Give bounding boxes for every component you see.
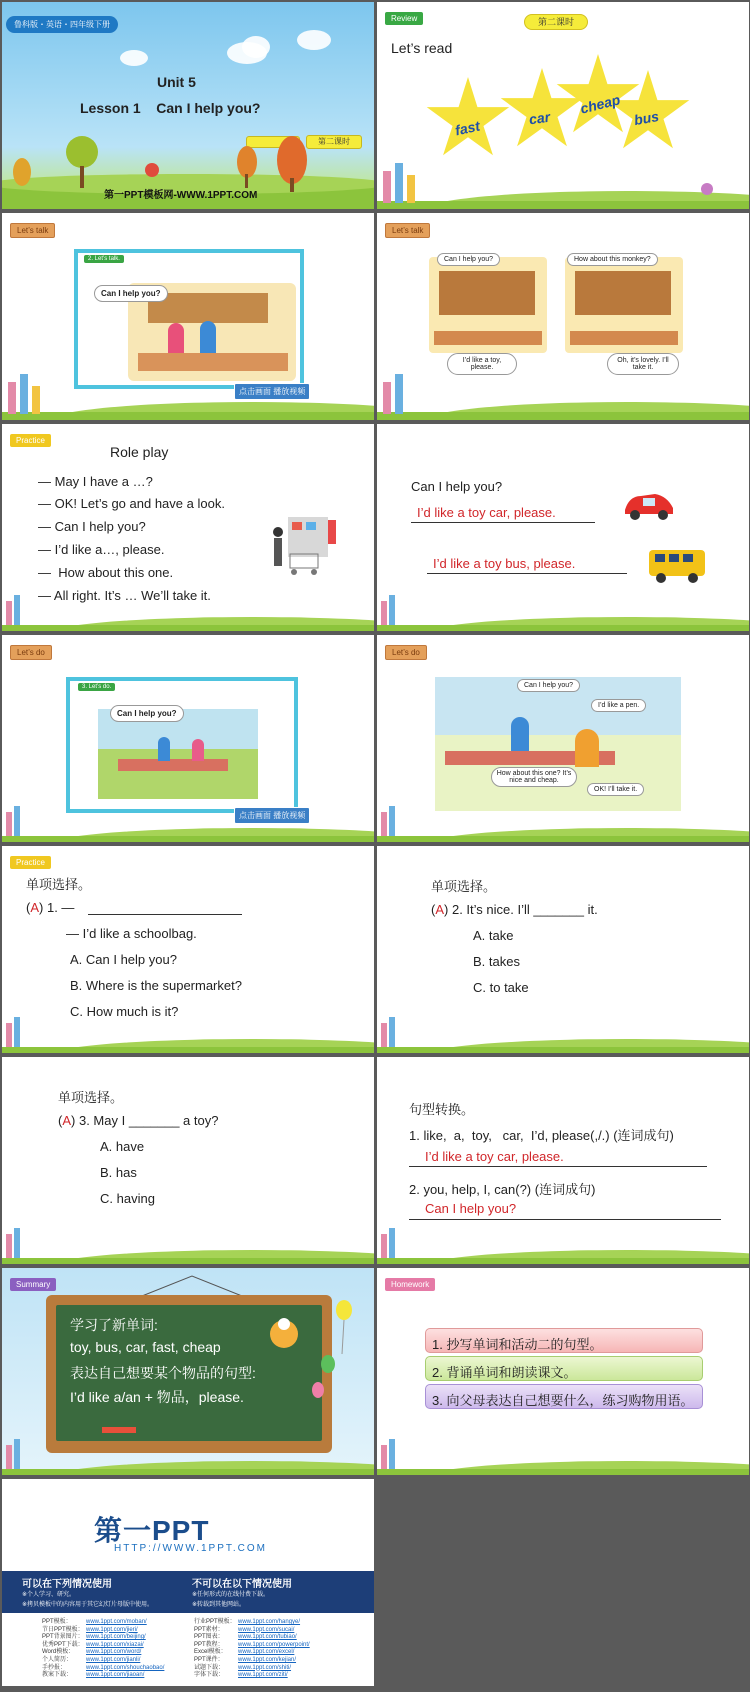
answer-text: I’d like a toy car, please. [417,505,556,520]
question-text: 2. you, help, I, can(?) (连词成句) [409,1182,596,1197]
question-text: Can I help you? [411,479,503,494]
speech-bubble: OK! I’ll take it. [587,783,644,796]
slide-lets-do-comic[interactable] [377,635,749,842]
period-badge: 第二课时 [306,135,362,149]
cloud [297,30,331,50]
scenery-ground [377,782,749,842]
homework-item: 3. 向父母表达自己想要什么，练习购物用语。 [425,1384,703,1409]
answer-letter: A [62,1113,72,1128]
homework-item: 2. 背诵单词和朗读课文。 [425,1356,703,1381]
slide-tag: Let’s talk [385,223,430,238]
slide-tag: Let’s do [10,645,52,660]
resource-link-row [42,1649,164,1657]
speech-bubble: How about this one? It’s nice and cheap. [491,767,577,787]
scenery-ground [2,1415,374,1475]
resource-link-row [42,1672,164,1680]
series-badge: 鲁科版・英语・四年级下册 [6,16,118,33]
play-video-button[interactable]: 点击画面 播放视频 [234,807,310,824]
question-text: 1. like, a, toy, car, I’d, please(,/.) (连词成句) [409,1128,674,1143]
answer-underline [411,522,595,523]
cannot-use-title: 不可以在以下情况使用 [192,1579,292,1590]
speech-bubble: I’d like a pen. [591,699,646,712]
option-text: C. to take [473,980,529,995]
resource-link-label: 教案下载： [42,1672,73,1679]
answer-text: I’d like a toy bus, please. [433,556,576,571]
dialogue-line: — May I have a …? [38,474,153,489]
slide-heading: 单项选择。 [431,879,497,894]
slide-sentences[interactable] [377,424,749,631]
scenery-ground [2,360,374,420]
option-text: A. Can I help you? [70,952,177,967]
slide-tag: Let’s talk [10,223,55,238]
resource-link[interactable]: www.1ppt.com/hangye/ [238,1619,301,1625]
slide-lets-talk-comic[interactable] [377,213,749,420]
resource-link-row [42,1619,164,1627]
period-badge: 第二课时 [524,14,588,30]
homework-item: 1. 抄写单词和活动二的句型。 [425,1328,703,1353]
dialogue-line: — I’d like a…, please. [38,542,165,557]
speech-bubble: Can I help you? [437,253,500,266]
play-video-button[interactable]: 点击画面 播放视频 [234,383,310,400]
scenery-ground [377,1204,749,1264]
resource-link[interactable]: www.1ppt.com/beijing/ [86,1634,146,1641]
reply-text: — I’d like a schoolbag. [66,926,197,941]
option-text: A. have [100,1139,145,1154]
slide-homework[interactable] [377,1268,749,1475]
question-stem: 1. — [46,900,75,915]
star-word: fast [453,117,482,139]
scenery-ground [2,571,374,631]
speech-bubble: Can I help you? [94,285,168,302]
dialogue-line: — Can I help you? [38,519,146,534]
summary-line: I’d like a/an + 物品，please. [70,1389,244,1405]
answer-text: Can I help you? [425,1201,517,1216]
question-line: (A) 2. It’s nice. I’ll _______ it. [431,902,598,917]
comic-panel-2 [565,257,683,353]
dialogue-line: — How about this one. [38,565,174,580]
resource-link-row [194,1649,310,1657]
slide-tag: Review [385,12,423,25]
question-line: (A) 1. — [26,900,75,915]
slide-review[interactable] [377,2,749,209]
answer-underline [409,1166,707,1167]
scenery-ground [2,1204,374,1264]
links-right-column [194,1619,310,1680]
scenery-ground [2,993,374,1053]
option-text: B. Where is the supermarket? [70,978,242,993]
resource-link-row [42,1657,164,1665]
resource-link[interactable]: www.1ppt.com/ziti/ [238,1672,288,1679]
resource-link-row [194,1619,310,1627]
cloud [120,50,148,66]
unit-title: Unit 5 [157,74,196,90]
watermark: 第一PPT模板网-WWW.1PPT.COM [104,190,258,201]
lesson-title: Lesson 1 Can I help you? [80,100,261,116]
resource-link[interactable]: www.1ppt.com/powerpoint/ [238,1641,310,1648]
can-use-item: ※个人学习、研究。 [22,1592,76,1598]
option-text: B. has [100,1165,137,1180]
resource-link[interactable]: www.1ppt.com/jianli/ [86,1656,141,1663]
resource-link[interactable]: www.1ppt.com/jieri/ [86,1626,138,1633]
resource-link-row [42,1634,164,1642]
star-word: cheap [578,91,622,117]
slide-heading: Role play [110,444,169,460]
slide-summary[interactable] [2,1268,374,1475]
resource-link-label: 行业PPT模板： [194,1619,236,1625]
slide-heading: 单项选择。 [26,877,92,892]
option-text: B. takes [473,954,520,969]
scenery-ground [377,360,749,420]
resource-link-label: PPT背景图片： [42,1634,84,1641]
resource-link-label: 字体下载： [194,1672,225,1679]
speech-bubble: How about this monkey? [567,253,658,266]
answer-text: I’d like a toy car, please. [425,1149,564,1164]
summary-line: 学习了新单词: [70,1317,158,1333]
option-text: A. take [473,928,514,943]
resource-link-label: 节日PPT模板： [42,1626,84,1633]
slide-tag: Practice [10,434,51,447]
speech-bubble: Can I help you? [517,679,580,692]
resource-link[interactable]: www.1ppt.com/excel/ [238,1649,295,1656]
summary-line: toy, bus, car, fast, cheap [70,1339,221,1355]
slide-heading: 句型转换。 [409,1102,475,1117]
dialogue-line: — All right. It’s … We’ll take it. [38,588,211,603]
brand-logo: 第一PPT [94,1515,210,1546]
resource-link-label: Word模板： [42,1649,75,1656]
toy-car-picture [621,486,677,522]
resource-link-label: PPT模板： [42,1619,72,1625]
slide-title[interactable] [2,2,374,209]
links-left-column [42,1619,164,1680]
speech-bubble: Oh, it’s lovely. I’ll take it. [607,353,679,375]
scenery-ground [377,149,749,209]
slide-footer-info[interactable] [2,1479,374,1686]
usage-band [2,1571,374,1613]
blank-line [88,914,242,915]
resource-link-label: Excel模板： [194,1649,227,1656]
answer-letter: A [30,900,40,915]
slide-choice-2[interactable] [377,846,749,1053]
resource-link-row [194,1657,310,1665]
question-stem: 2. It’s nice. I’ll _______ it. [451,902,598,917]
cannot-use-item: ※任何形式的在线付费下载。 [192,1592,270,1598]
slide-choice-3[interactable] [2,1057,374,1264]
resource-link[interactable]: www.1ppt.com/shouchaobao/ [86,1664,165,1671]
slide-tag: Homework [385,1278,435,1291]
resource-link-label: PPT图表： [194,1634,224,1641]
cannot-use-item: ※转载到其他网站。 [192,1602,246,1608]
comic-panel-1 [429,257,547,353]
slide-tag: Practice [10,856,51,869]
scenery-ground [377,571,749,631]
option-text: C. having [100,1191,155,1206]
can-use-title: 可以在下列情况使用 [22,1579,112,1590]
resource-link[interactable]: www.1ppt.com/sucai/ [238,1626,295,1633]
slide-tag: Summary [10,1278,56,1291]
cloud [242,36,270,58]
resource-link-row [194,1672,310,1680]
resource-link-label: 个人简历： [42,1656,73,1663]
star-word: bus [632,107,661,129]
resource-link[interactable]: www.1ppt.com/kejian/ [238,1656,297,1663]
resource-link-label: 手抄报： [42,1664,67,1671]
question-line: (A) 3. May I _______ a toy? [58,1113,219,1128]
can-use-item: ※拷贝模板中的内容用于其它幻灯片母版中使用。 [22,1602,154,1608]
summary-line: 表达自己想要某个物品的句型: [70,1365,256,1381]
option-text: C. How much is it? [70,1004,179,1019]
slide-lets-do-video[interactable] [2,635,374,842]
scenery-ground [377,1415,749,1475]
resource-link[interactable]: www.1ppt.com/jiaoan/ [86,1672,145,1679]
slide-heading: Let’s read [391,40,453,56]
dialogue-line: — OK! Let’s go and have a look. [38,496,225,511]
resource-link-row [194,1634,310,1642]
activity-label: 3. Let’s do. [78,683,115,691]
slide-tag: Let’s do [385,645,427,660]
activity-label: 2. Let’s talk. [84,255,124,263]
slide-rearrange[interactable] [377,1057,749,1264]
brand-url[interactable]: HTTP://WWW.1PPT.COM [114,1543,267,1554]
resource-link[interactable]: www.1ppt.com/xiazai/ [86,1641,144,1648]
question-stem: 3. May I _______ a toy? [78,1113,219,1128]
resource-link-label: PPT素材： [194,1626,224,1633]
resource-link[interactable]: www.1ppt.com/tubiao/ [238,1634,297,1641]
star-word: car [527,108,552,128]
slide-choice-1[interactable] [2,846,374,1053]
slide-role-play[interactable] [2,424,374,631]
resource-link[interactable]: www.1ppt.com/word/ [86,1649,142,1656]
balloons-and-kid [254,1294,364,1414]
resource-link-label: PPT课件： [194,1656,224,1663]
resource-link-label: 优秀PPT下载： [42,1641,84,1648]
resource-link[interactable]: www.1ppt.com/shiti/ [238,1664,292,1671]
resource-link[interactable]: www.1ppt.com/moban/ [86,1619,147,1625]
speech-bubble: I’d like a toy, please. [447,353,517,375]
speech-bubble: Can I help you? [110,705,184,722]
slide-lets-talk-video[interactable] [2,213,374,420]
resource-link-label: 试题下载： [194,1664,225,1671]
slide-heading: 单项选择。 [58,1090,124,1105]
resource-link-label: PPT教程： [194,1641,224,1648]
answer-letter: A [435,902,445,917]
scenery-ground [2,782,374,842]
scenery-ground [377,993,749,1053]
